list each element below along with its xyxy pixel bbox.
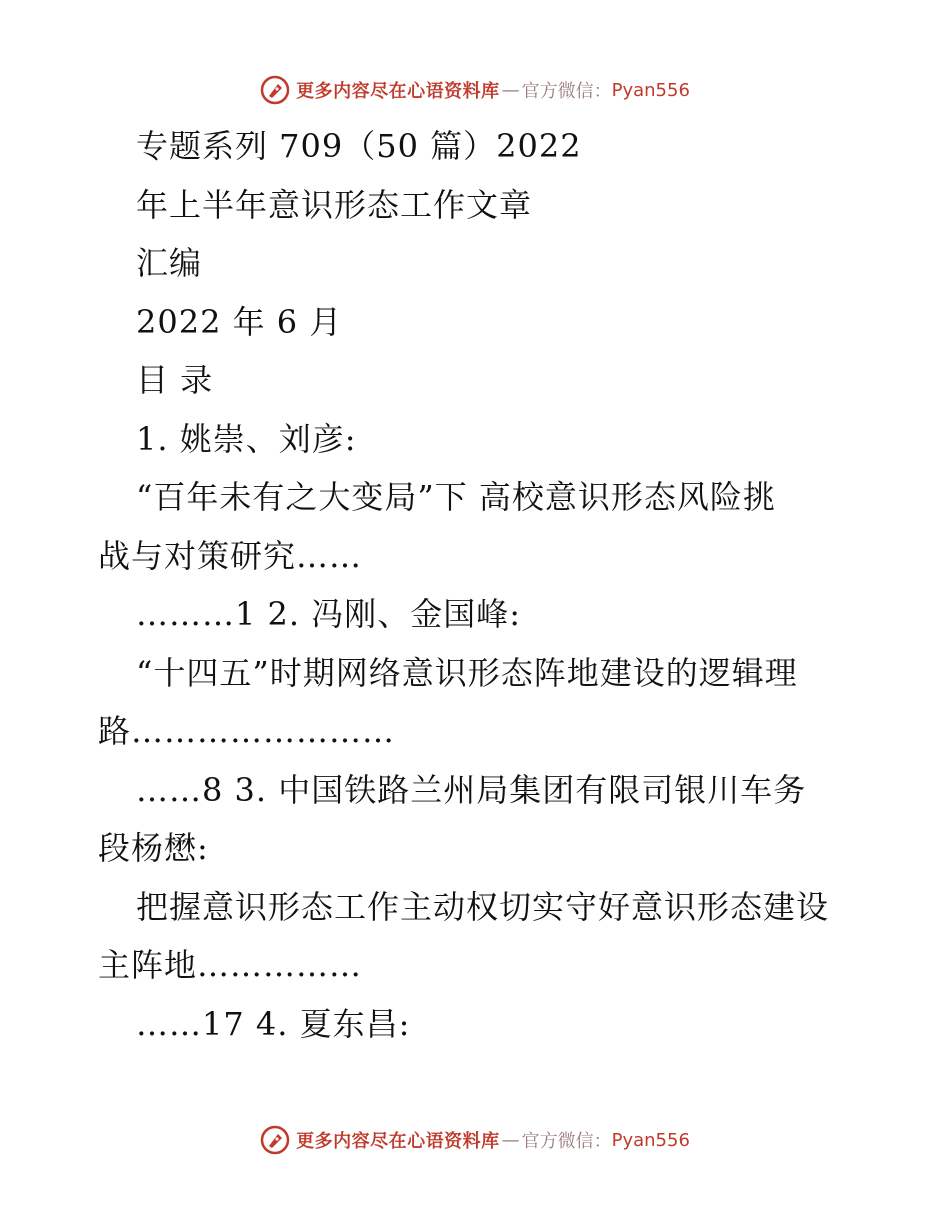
doc-title-line-3: 汇编 (136, 244, 203, 282)
toc-entry-2-authors: ………1 2. 冯刚、金国峰: (136, 595, 522, 633)
toc-entry-3-authors: ……8 3. 中国铁路兰州局集团有限司银川车务 (136, 770, 807, 809)
toc-entry-1-title-cont: 战与对策研究…… (98, 536, 363, 575)
watermark-account: Pyan556 (611, 79, 690, 101)
watermark-separator: — (501, 79, 520, 101)
pen-nib-circle-icon (260, 75, 290, 105)
watermark-account: Pyan556 (611, 1129, 690, 1151)
toc-entry-3-authors-cont: 段杨懋: (98, 829, 209, 867)
watermark-official: 官方微信： (521, 1131, 612, 1152)
watermark-separator: — (501, 1129, 520, 1151)
watermark-banner-bottom (0, 1120, 950, 1160)
watermark-text: 更多内容尽在心语资料库 (296, 81, 500, 102)
toc-entry-3-title-cont: 主阵地…………… (98, 946, 363, 984)
doc-title-line-1: 专题系列 709（50 篇）2022 (136, 127, 582, 165)
doc-title-line-2: 年上半年意识形态工作文章 (136, 185, 533, 224)
toc-heading: 目 录 (136, 361, 214, 399)
doc-date: 2022 年 6 月 (136, 302, 343, 341)
toc-entry-3-title: 把握意识形态工作主动权切实守好意识形态建设 (136, 887, 830, 926)
toc-entry-1-title: “百年未有之大变局”下 高校意识形态风险挑 (136, 478, 776, 516)
toc-entry-2-title: “十四五”时期网络意识形态阵地建设的逻辑理 (136, 653, 798, 692)
toc-entry-1-authors: 1. 姚崇、刘彦: (136, 419, 357, 458)
toc-entry-2-title-cont: 路…………………… (98, 712, 396, 750)
watermark-official: 官方微信： (521, 81, 612, 102)
toc-entry-4-authors: ……17 4. 夏东昌: (136, 1004, 411, 1043)
watermark-text: 更多内容尽在心语资料库 (296, 1131, 500, 1152)
document-body (98, 117, 858, 1053)
pen-nib-circle-icon (260, 1125, 290, 1155)
watermark-banner-top (0, 70, 950, 110)
